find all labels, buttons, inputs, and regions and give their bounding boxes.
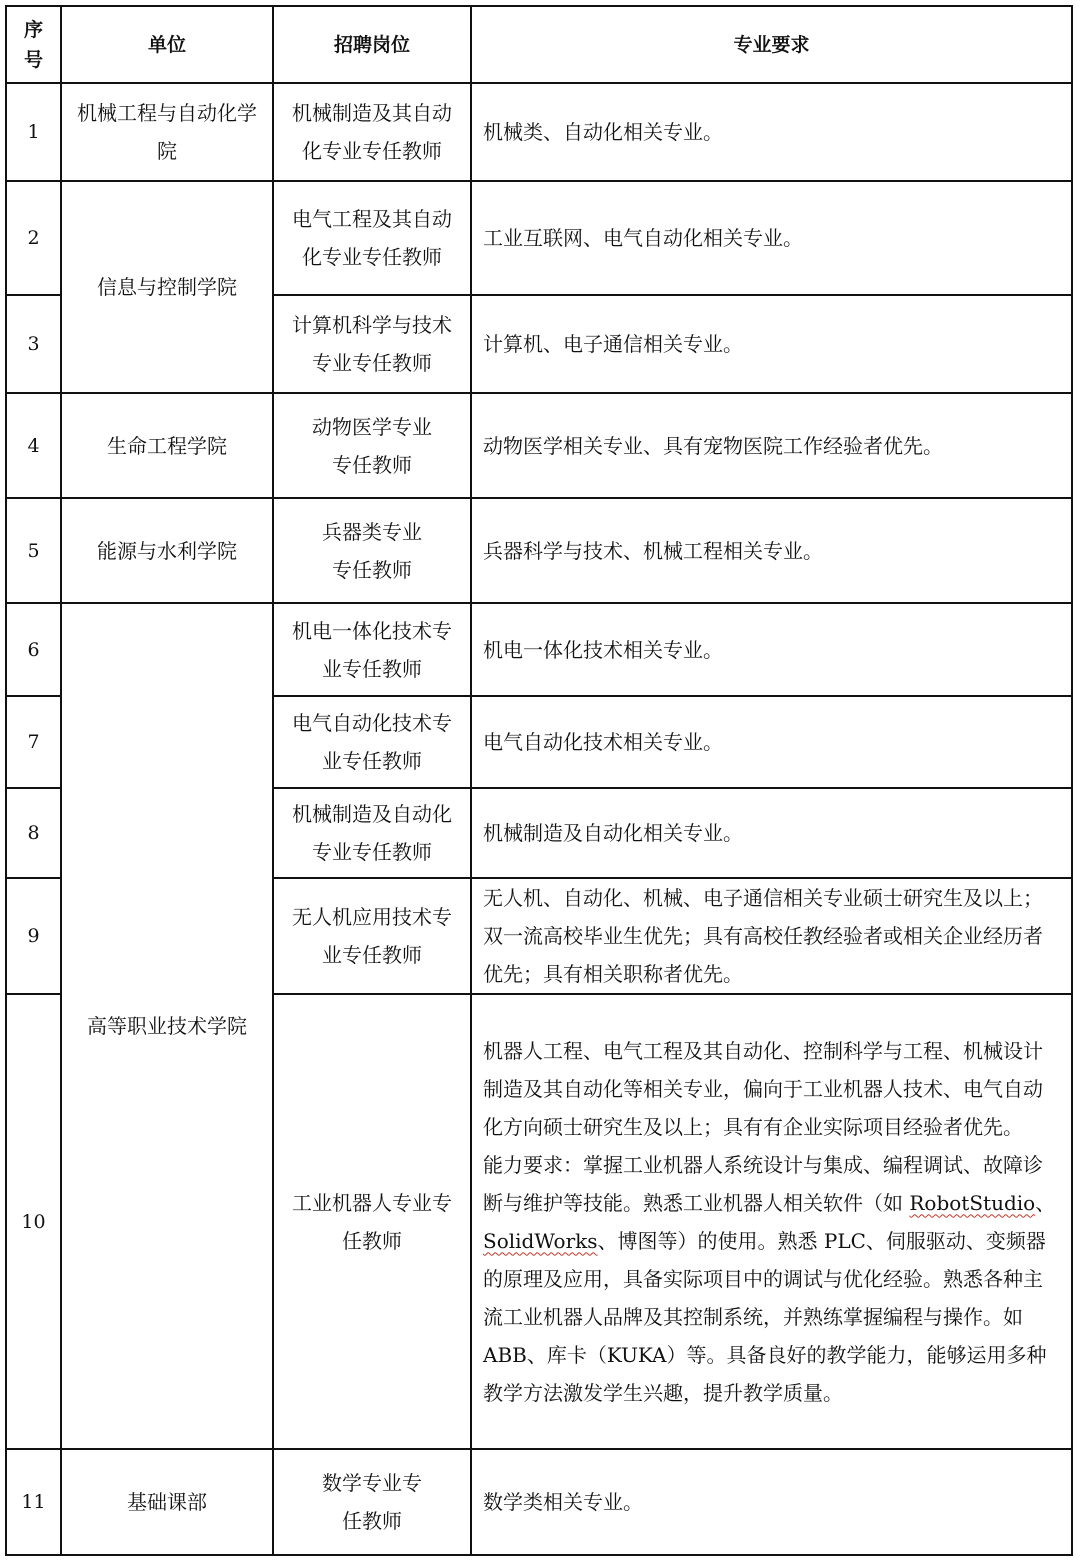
row-requirement: 数学类相关专业。 — [471, 1449, 1072, 1555]
recruitment-table — [5, 5, 1073, 1556]
row-index: 8 — [6, 788, 61, 878]
table-row — [6, 181, 1072, 295]
row-unit: 机械工程与自动化学院 — [61, 83, 273, 181]
row-unit: 高等职业技术学院 — [61, 603, 273, 1449]
table-row — [6, 498, 1072, 603]
row-index: 5 — [6, 498, 61, 603]
row-position: 电气自动化技术专业专任教师 — [273, 696, 471, 788]
row-index: 2 — [6, 181, 61, 295]
row-requirement: 兵器科学与技术、机械工程相关专业。 — [471, 498, 1072, 603]
row-position: 计算机科学与技术专业专任教师 — [273, 295, 471, 393]
row-requirement: 机械制造及自动化相关专业。 — [471, 788, 1072, 878]
software-solidworks: SolidWorks — [483, 1228, 598, 1253]
row-position: 机械制造及其自动化专业专任教师 — [273, 83, 471, 181]
row-requirement: 无人机、自动化、机械、电子通信相关专业硕士研究生及以上；双一流高校毕业生优先；具有高校任教经验者或相关企业经历者优先；具有相关职称者优先。 — [471, 878, 1072, 994]
row-requirement — [471, 994, 1072, 1449]
row-position: 电气工程及其自动化专业专任教师 — [273, 181, 471, 295]
row-position: 机械制造及自动化专业专任教师 — [273, 788, 471, 878]
header-position: 招聘岗位 — [273, 6, 471, 83]
recruitment-table-wrapper — [5, 5, 1073, 1556]
row-unit: 信息与控制学院 — [61, 181, 273, 393]
header-unit: 单位 — [61, 6, 273, 83]
row-requirement: 工业互联网、电气自动化相关专业。 — [471, 181, 1072, 295]
row-requirement: 计算机、电子通信相关专业。 — [471, 295, 1072, 393]
row-position: 机电一体化技术专业专任教师 — [273, 603, 471, 696]
row-index: 4 — [6, 393, 61, 498]
table-row — [6, 83, 1072, 181]
row-index: 10 — [6, 994, 61, 1449]
software-robotstudio: RobotStudio — [909, 1190, 1036, 1215]
table-row — [6, 1449, 1072, 1555]
header-requirement: 专业要求 — [471, 6, 1072, 83]
table-row — [6, 603, 1072, 696]
row-unit: 基础课部 — [61, 1449, 273, 1555]
row-requirement: 电气自动化技术相关专业。 — [471, 696, 1072, 788]
row-requirement: 动物医学相关专业、具有宠物医院工作经验者优先。 — [471, 393, 1072, 498]
row-index: 6 — [6, 603, 61, 696]
table-row — [6, 393, 1072, 498]
header-index: 序号 — [6, 6, 61, 83]
row-position: 动物医学专业专任教师 — [273, 393, 471, 498]
row-index: 11 — [6, 1449, 61, 1555]
row-unit: 能源与水利学院 — [61, 498, 273, 603]
row-unit: 生命工程学院 — [61, 393, 273, 498]
row-index: 9 — [6, 878, 61, 994]
row-index: 7 — [6, 696, 61, 788]
table-header-row — [6, 6, 1072, 83]
requirement-ability: 能力要求：掌握工业机器人系统设计与集成、编程调试、故障诊断与维护等技能。熟悉工业机器人相关软件（如 RobotStudio、SolidWorks、博图等）的使用。熟悉 PLC、伺服驱动、变频器的原理及应用，具备实际项目中的调试与优化经验。熟悉各种主流工业机器人品牌及其控制系统，并熟练掌握编程与操作。如 ABB、库卡（KUKA）等。具备良好的教学能力，能够运用多种教学方法激发学生兴趣，提升教学质量。 — [483, 1152, 1056, 1405]
row-index: 3 — [6, 295, 61, 393]
row-requirement: 机械类、自动化相关专业。 — [471, 83, 1072, 181]
row-position: 工业机器人专业专任教师 — [273, 994, 471, 1449]
row-position: 无人机应用技术专业专任教师 — [273, 878, 471, 994]
row-requirement: 机电一体化技术相关专业。 — [471, 603, 1072, 696]
row-position: 数学专业专任教师 — [273, 1449, 471, 1555]
requirement-major: 机器人工程、电气工程及其自动化、控制科学与工程、机械设计制造及其自动化等相关专业，偏向于工业机器人技术、电气自动化方向硕士研究生及以上；具有有企业实际项目经验者优先。 — [483, 1038, 1043, 1139]
row-position: 兵器类专业专任教师 — [273, 498, 471, 603]
row-index: 1 — [6, 83, 61, 181]
